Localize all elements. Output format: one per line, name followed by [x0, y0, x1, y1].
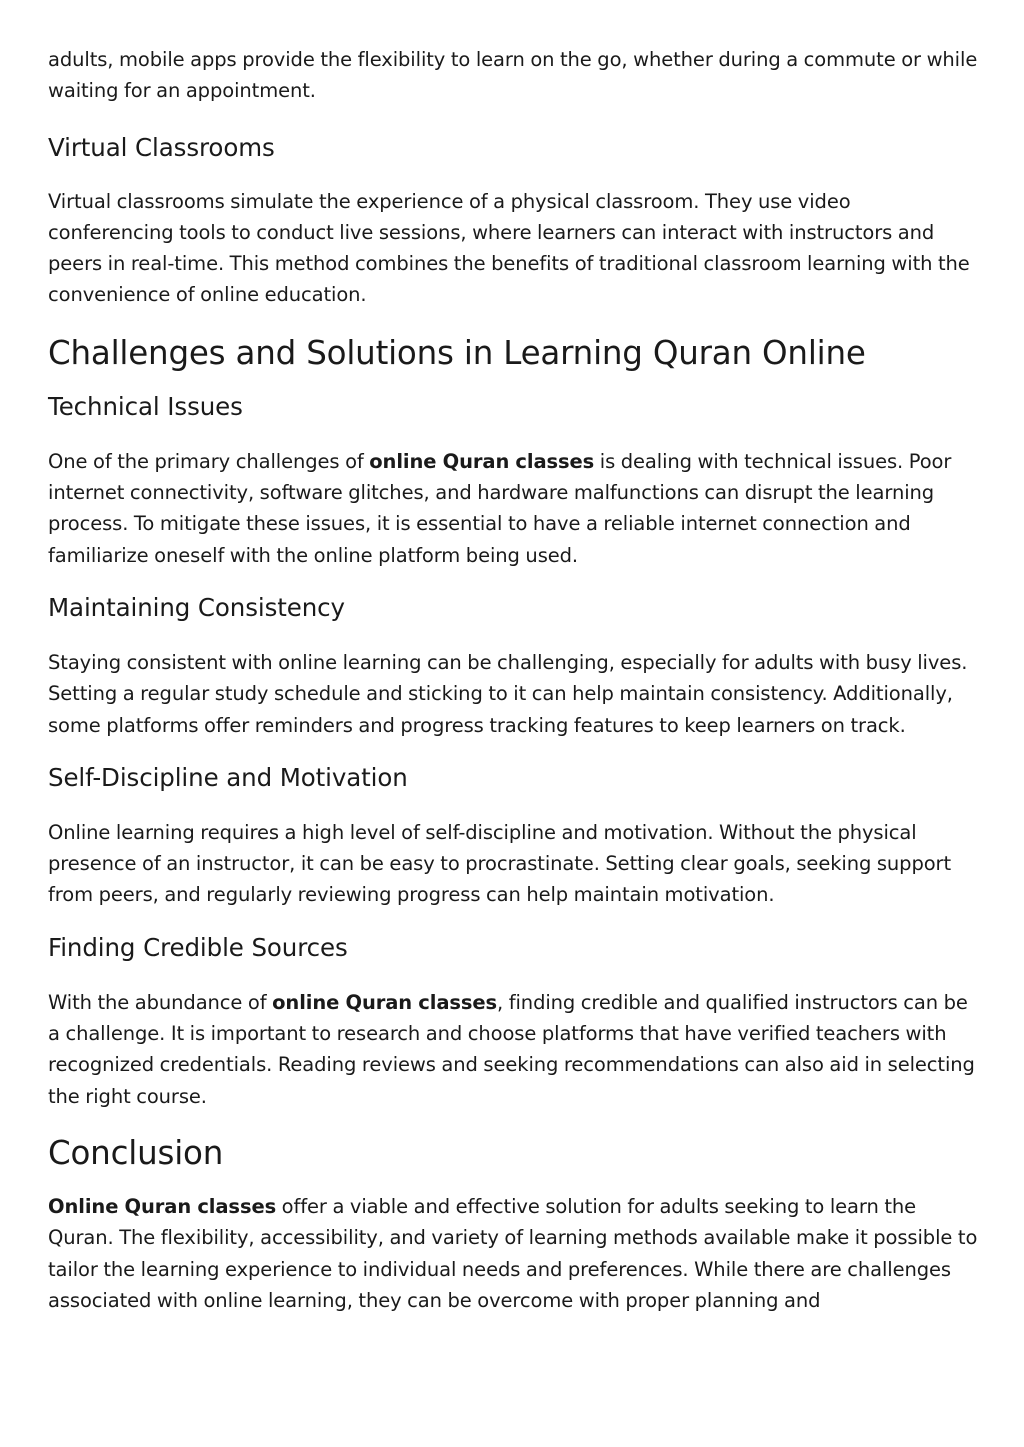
technical-issues-paragraph	[48, 446, 978, 571]
self-discipline-paragraph: Online learning requires a high level of self-discipline and motivation. Without the physical presence of an instructor, it can be easy to procrastinate. Setting clear goals, seeking support from peers, and regularly reviewing progress can help maintain motivation.	[48, 820, 952, 907]
virtual-classrooms-paragraph: Virtual classrooms simulate the experience of a physical classroom. They use video conferencing tools to conduct live sessions, where learners can interact with instructors and peers in real-time. This method combines the benefits of traditional classroom learning with the convenience of online education.	[48, 189, 970, 307]
conclusion-paragraph	[48, 1191, 978, 1316]
conclusion-keyword: Online Quran classes	[48, 1194, 277, 1218]
credible-sources-text-after: , finding credible and qualified instructors can be a challenge. It is important to research and choose platforms that have verified teachers with recognized credentials. Reading reviews and seeking recommendations can also aid in selecting the right course.	[48, 990, 975, 1108]
credible-sources-paragraph	[48, 987, 978, 1112]
credible-sources-heading: Finding Credible Sources	[48, 932, 348, 962]
document-page	[48, 44, 978, 1316]
technical-issues-keyword: online Quran classes	[369, 449, 595, 473]
challenges-section-heading: Challenges and Solutions in Learning Quran Online	[48, 333, 866, 372]
maintaining-consistency-paragraph: Staying consistent with online learning can be challenging, especially for adults with busy lives. Setting a regular study schedule and sticking to it can help maintain consistency. Additionally, some platforms offer reminders and progress tracking features to keep learners on track.	[48, 650, 968, 737]
technical-issues-text-before: One of the primary challenges of	[48, 449, 370, 473]
technical-issues-heading: Technical Issues	[48, 391, 243, 421]
technical-issues-text-after: is dealing with technical issues. Poor internet connectivity, software glitches, and hardware malfunctions can disrupt the learning process. To mitigate these issues, it is essential to have a reliable internet connection and familiarize oneself with the online platform being used.	[48, 449, 952, 567]
conclusion-text-after: offer a viable and effective solution for adults seeking to learn the Quran. The flexibility, accessibility, and variety of learning methods available make it possible to tailor the learning experience to individual needs and preferences. While there are challenges associated with online learning, they can be overcome with proper planning and	[48, 1194, 978, 1312]
virtual-classrooms-heading: Virtual Classrooms	[48, 132, 275, 162]
credible-sources-text-before: With the abundance of	[48, 990, 273, 1014]
intro-paragraph: adults, mobile apps provide the flexibility to learn on the go, whether during a commute or while waiting for an appointment.	[48, 48, 978, 103]
maintaining-consistency-heading: Maintaining Consistency	[48, 592, 345, 622]
conclusion-heading: Conclusion	[48, 1133, 224, 1172]
self-discipline-heading: Self-Discipline and Motivation	[48, 762, 408, 792]
credible-sources-keyword: online Quran classes	[272, 990, 498, 1014]
